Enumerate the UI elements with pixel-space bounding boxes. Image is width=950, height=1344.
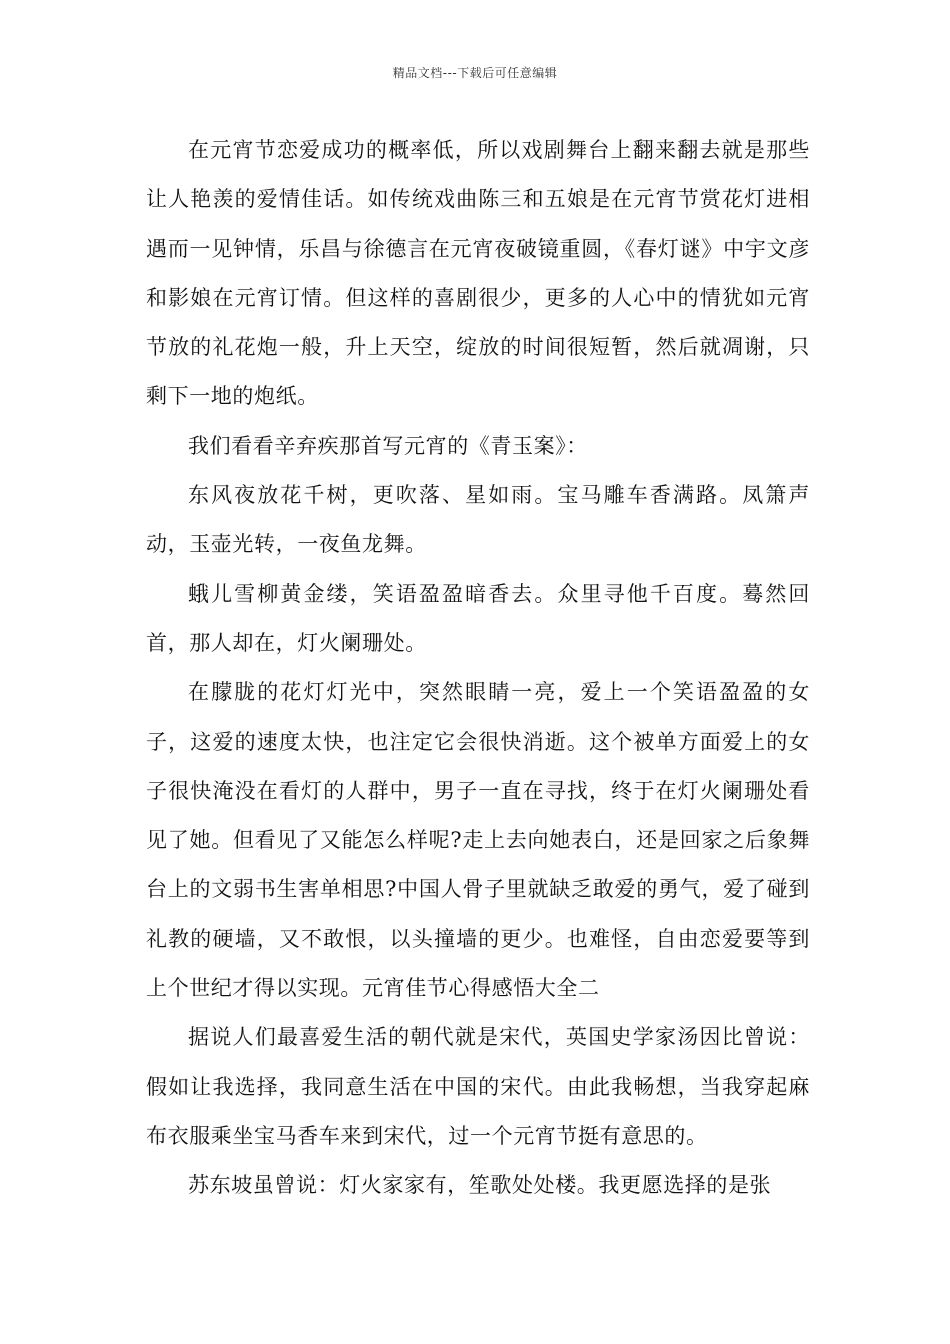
paragraph-5: 在朦胧的花灯灯光中，突然眼睛一亮，爱上一个笑语盈盈的女子，这爱的速度太快，也注定它会很快消逝。这个被单方面爱上的女子很快淹没在看灯的人群中，男子一直在寻找，终于在灯火阑珊处看见了她。但看见了又能怎么样呢?走上去向她表白，还是回家之后象舞台上的文弱书生害单相思?中国人骨子里就缺乏敢爱的勇气，爱了碰到礼教的硬墙，又不敢恨，以头撞墙的更少。也难怪，自由恋爱要等到上个世纪才得以实现。元宵佳节心得感悟大全二 <box>146 680 810 1001</box>
document-body <box>146 126 810 1211</box>
paragraph-4-poem: 蛾儿雪柳黄金缕，笑语盈盈暗香去。众里寻他千百度。蓦然回首，那人却在，灯火阑珊处。 <box>146 581 810 655</box>
paragraph-6: 据说人们最喜爱生活的朝代就是宋代，英国史学家汤因比曾说：假如让我选择，我同意生活在中国的宋代。由此我畅想，当我穿起麻布衣服乘坐宝马香车来到宋代，过一个元宵节挺有意思的。 <box>146 1025 810 1148</box>
paragraph-7: 苏东坡虽曾说：灯火家家有，笙歌处处楼。我更愿选择的是张 <box>188 1173 772 1198</box>
paragraph-3-poem: 东风夜放花千树，更吹落、星如雨。宝马雕车香满路。凤箫声动，玉壶光转，一夜鱼龙舞。 <box>146 483 810 557</box>
paragraph-2: 我们看看辛弃疾那首写元宵的《青玉案》： <box>188 433 588 458</box>
page-header: 精品文档---下载后可任意编辑 <box>392 66 558 80</box>
paragraph-1: 在元宵节恋爱成功的概率低，所以戏剧舞台上翻来翻去就是那些让人艳羡的爱情佳话。如传统戏曲陈三和五娘是在元宵节赏花灯进相遇而一见钟情，乐昌与徐德言在元宵夜破镜重圆，《春灯谜》中宇文彦和影娘在元宵订情。但这样的喜剧很少，更多的人心中的情犹如元宵节放的礼花炮一般，升上天空，绽放的时间很短暂，然后就凋谢，只剩下一地的炮纸。 <box>146 138 810 409</box>
